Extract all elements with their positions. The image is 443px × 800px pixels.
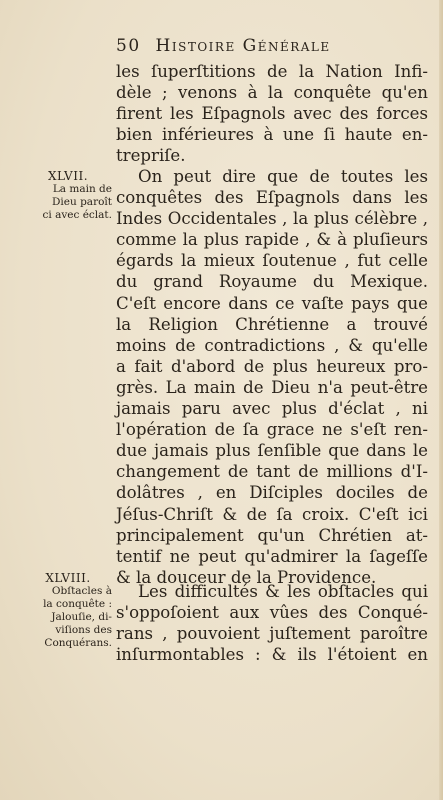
page-edge (439, 0, 443, 800)
text-line: bien inférieures à une ſi haute en- (116, 125, 428, 145)
text-line: les ſuperſtitions de la Nation Infi- (116, 62, 428, 81)
text-line: principalement qu'un Chrétien at- (116, 525, 428, 545)
margin-note-line: ci avec éclat. (42, 209, 112, 221)
text-line: trepriſe. (116, 146, 186, 166)
text-line: Indes Occidentales , la plus célèbre , (116, 209, 428, 229)
text-line: du grand Royaume du Mexique. (116, 272, 428, 292)
text-line: & la douceur de la Providence. (116, 567, 377, 587)
paragraph-continued (116, 61, 428, 166)
text-line: moins de contradictions , & qu'elle (116, 335, 428, 355)
text-line: égards la mieux ſoutenue , fut celle (116, 251, 428, 271)
text-line: changement de tant de millions d'I- (116, 462, 428, 482)
running-title: Histoire Générale (155, 36, 331, 56)
running-header (116, 36, 426, 56)
text-line: dèle ; venons à la conquête qu'en (116, 83, 428, 103)
text-line: l'opération de ſa grace ne s'eſt ren- (116, 420, 428, 440)
margin-note-number: XLVIII. (45, 571, 91, 585)
margin-note-line: la conquête : (43, 598, 112, 610)
margin-note-line: Dieu paroît (52, 196, 112, 208)
margin-note-xlvii (24, 170, 112, 222)
text-line: jamais paru avec plus d'éclat , ni (116, 399, 428, 419)
text-line: due jamais plus ſenſible que dans le (116, 441, 428, 461)
text-line: conquêtes des Eſpagnols dans les (116, 188, 428, 208)
margin-note-line: Jalouſie, di- (51, 611, 112, 623)
text-line: C'eſt encore dans ce vaſte pays que (116, 293, 428, 313)
text-line: a fait d'abord de plus heureux pro- (116, 356, 428, 376)
text-line: Jéſus-Chriſt & de ſa croix. C'eſt ici (116, 504, 428, 524)
text-line: rans , pouvoient juſtement paroître (116, 624, 428, 644)
paragraph-xlviii (116, 581, 428, 665)
text-line: la Religion Chrétienne a trouvé (116, 314, 428, 334)
text-line: inſurmontables : & ils l'étoient en (116, 645, 428, 665)
margin-note-line: Conquérans. (44, 637, 112, 649)
margin-note-line: La main de (52, 183, 112, 195)
text-line: Les difficultés & les obſtacles qui (138, 582, 428, 601)
margin-note-line: Obſtacles à (51, 585, 112, 597)
margin-note-number: XLVII. (47, 169, 89, 183)
text-line: tentif ne peut qu'admirer la ſageſſe (116, 546, 428, 566)
text-line: On peut dire que de toutes les (138, 167, 428, 186)
margin-note-line: viſions des (55, 624, 112, 636)
text-line: grès. La main de Dieu n'a peut-être (116, 377, 428, 397)
text-line: s'oppoſoient aux vûes des Conqué- (116, 603, 428, 623)
paragraph-xlvii (116, 166, 428, 588)
text-line: comme la plus rapide , & à pluſieurs (116, 230, 428, 250)
page-number: 50 (116, 36, 141, 56)
margin-note-xlviii (24, 572, 112, 650)
text-line: firent les Eſpagnols avec des forces (116, 104, 428, 124)
text-line: dolâtres , en Diſciples dociles de (116, 483, 428, 503)
